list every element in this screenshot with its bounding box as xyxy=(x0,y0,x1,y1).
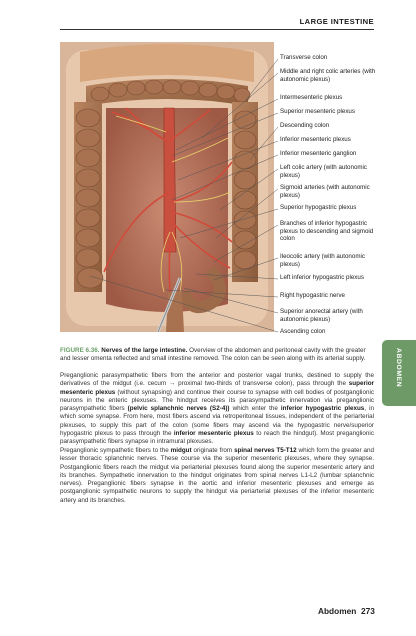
label-right-hypogastric-nerve: Right hypogastric nerve xyxy=(280,292,346,299)
figure-title: Nerves of the large intestine. xyxy=(101,347,188,354)
label-left-inferior-hypogastric-plexus: Left inferior hypogastric plexus xyxy=(280,274,364,281)
label-branches-inferior-hypogastric-plexus: Branches of inferior hypogastric plexus to descending and sigmoid colon xyxy=(280,220,374,243)
header-title: LARGE INTESTINE xyxy=(299,17,374,26)
label-left-colic-artery: Left colic artery (with autonomic plexus) xyxy=(280,164,368,179)
bold-term: spinal nerves T5-T12 xyxy=(234,447,297,454)
label-ileocolic-artery: Ileocolic artery (with autonomic plexus) xyxy=(280,253,365,268)
figure-caption xyxy=(60,347,374,364)
label-sigmoid-arteries: Sigmoid arteries (with autonomic plexus) xyxy=(280,184,370,199)
bold-term: superior mesenteric plexus xyxy=(60,380,374,396)
bold-term: inferior hypogastric plexus xyxy=(280,405,365,413)
label-superior-anorectal-artery: Superior anorectal artery (with autonomic plexus) xyxy=(280,308,363,323)
figure-caption-text: Overview of the abdomen and peritoneal cavity with the greater and lesser omenta reflected and small intestine removed. The colon can be seen along with its arterial supply. xyxy=(60,347,366,363)
label-ascending-colon: Ascending colon xyxy=(280,328,326,335)
bold-term: midgut xyxy=(170,447,192,454)
bold-term: (pelvic splanchnic nerves (S2-4)) xyxy=(127,405,230,413)
label-intermesenteric-plexus: Intermesenteric plexus xyxy=(280,94,343,101)
label-superior-hypogastric-plexus: Superior hypogastric plexus xyxy=(280,204,357,211)
figure-number: FIGURE 6.36. xyxy=(60,347,100,354)
label-inferior-mesenteric-plexus: Inferior mesenteric plexus xyxy=(280,136,351,143)
label-inferior-mesenteric-ganglion: Inferior mesenteric ganglion xyxy=(280,150,357,157)
footer-page-number: 273 xyxy=(361,606,375,616)
header-rule xyxy=(60,29,374,30)
paragraph-parasympathetic: Preganglionic parasympathetic fibers from the anterior and posterior vagal trunks, destined to supply the derivatives of the midgut (i.e. cecum → proximal two-thirds of transverse colon), pass through the superior mesenteric plexus (without synapsing) and continue their course to synapse with cell bodies of postganglionic neurons in the enteric plexuses. The hindgut receives its parasympathetic innervation via preganglionic parasympathetic fibers (pelvic splanchnic nerves (S2-4)) which enter the inferior hypogastric plexus, in which some synapse. From here, most fibers ascend via retroperitoneal tissues, independent of the periarterial plexuses, to supply this part of the colon (some fibers may ascend via the hypogastric nerve/superior hypogastric plexus to pass through the inferior mesenteric plexus to reach the hindgut). Most preganglionic parasympathetic fibers synapse in intramural plexuses. xyxy=(60,372,375,446)
label-descending-colon: Descending colon xyxy=(280,122,330,129)
label-middle-right-colic-arteries: Middle and right colic arteries (with autonomic plexus) xyxy=(280,68,376,83)
label-superior-mesenteric-plexus: Superior mesenteric plexus xyxy=(280,108,355,115)
section-side-tab-label: ABDOMEN xyxy=(395,348,402,388)
footer-section-name: Abdomen xyxy=(318,606,357,616)
bold-term: inferior mesenteric plexus xyxy=(173,430,254,438)
label-transverse-colon: Transverse colon xyxy=(280,54,328,61)
section-side-tab xyxy=(382,340,416,406)
paragraph-sympathetic: Preganglionic sympathetic fibers to the midgut originate from spinal nerves T5-T12 which form the greater and lesser thoracic splanchnic nerves. These course via the superior mesenteric plexuses, where they synapse. Postganglionic fibers reach the midgut via periarterial plexuses found along the superior mesenteric artery and its branches. Sympathetic innervation to the hindgut originates from spinal nerves L1-L2 (lumbar splanchnic nerves). Preganglionic fibers synapse in the aortic and inferior mesenteric plexuses and emerge as postganglionic sympathetic neurons to supply the hindgut via periarterial plexuses of the inferior mesenteric artery and its branches. xyxy=(60,447,375,504)
large-intestine-illustration xyxy=(60,42,274,332)
